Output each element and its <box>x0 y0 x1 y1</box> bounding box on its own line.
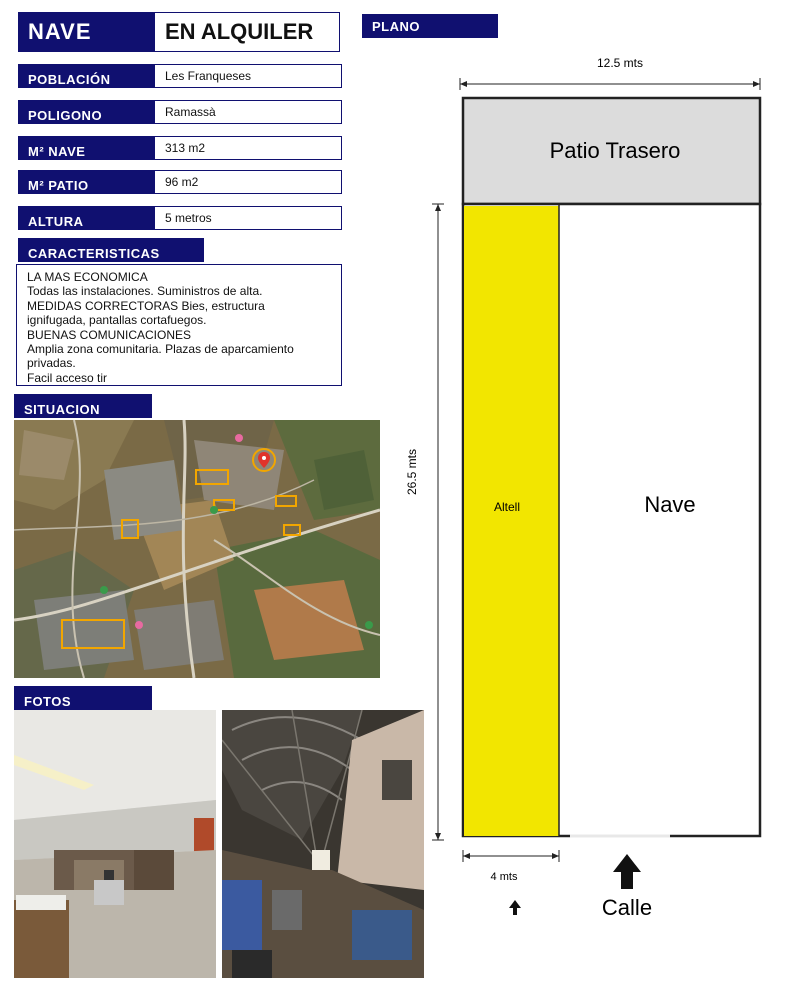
satellite-map-image <box>14 420 380 678</box>
altell-area <box>464 206 559 836</box>
detail-label-text: M² PATIO <box>28 178 89 193</box>
caracteristicas-line: Amplia zona comunitaria. Plazas de aparcamiento <box>27 342 294 357</box>
caracteristicas-line: BUENAS COMUNICACIONES <box>27 327 192 342</box>
detail-value-poblacion <box>154 64 342 88</box>
altell-width-dimension <box>463 850 559 883</box>
detail-value-m2-patio <box>154 170 342 194</box>
altell-width-label: 4 mts <box>490 871 518 883</box>
altell-label: Altell <box>493 500 521 514</box>
detail-label-text: POLIGONO <box>28 108 103 123</box>
floor-plan-drawing <box>400 40 800 980</box>
detail-value-text: Les Franqueses <box>165 69 252 83</box>
detail-label-altura <box>18 206 154 230</box>
caracteristicas-line: ignifugada, pantallas cortafuegos. <box>27 313 207 328</box>
plano-label-text: PLANO <box>372 18 420 34</box>
property-type-label: NAVE <box>28 19 92 44</box>
nave-label: Nave <box>644 492 696 517</box>
fotos-label-text: FOTOS <box>24 694 72 709</box>
listing-status-label: EN ALQUILER <box>165 19 314 44</box>
depth-label: 26.5 mts <box>405 448 419 496</box>
caracteristicas-box <box>16 264 342 386</box>
width-dimension <box>460 56 760 90</box>
detail-value-text: Ramassà <box>165 105 216 119</box>
width-label: 12.5 mts <box>596 56 644 70</box>
office-photo-image <box>14 710 216 978</box>
detail-label-text: POBLACIÓN <box>28 72 111 87</box>
patio-label: Patio Trasero <box>549 138 681 163</box>
caracteristicas-line: privadas. <box>27 356 76 371</box>
detail-label-text: M² NAVE <box>28 144 86 159</box>
caracteristicas-line: LA MAS ECONOMICA <box>27 270 148 284</box>
detail-label-text: ALTURA <box>28 214 84 229</box>
small-entry-arrow-icon <box>509 900 521 915</box>
detail-label-poblacion <box>18 64 154 88</box>
caracteristicas-line: Todas las instalaciones. Suministros de alta. <box>27 284 263 299</box>
detail-label-m2-patio <box>18 170 154 194</box>
situacion-label <box>14 394 152 418</box>
street-arrow-icon <box>613 854 641 889</box>
detail-label-m2-nave <box>18 136 154 160</box>
floor-plan <box>400 40 800 980</box>
detail-value-altura <box>154 206 342 230</box>
street-label: Calle <box>601 895 653 920</box>
location-map[interactable] <box>14 420 380 678</box>
situacion-label-text: SITUACION <box>24 402 100 417</box>
detail-value-text: 96 m2 <box>165 175 199 189</box>
fotos-label <box>14 686 152 710</box>
detail-value-m2-nave <box>154 136 342 160</box>
caracteristicas-line: Facil acceso tir <box>27 370 108 385</box>
listing-status-box <box>154 12 340 52</box>
office-photo[interactable] <box>14 710 216 978</box>
caracteristicas-label <box>18 238 204 262</box>
warehouse-photo-image <box>222 710 424 978</box>
plano-label <box>362 14 498 38</box>
warehouse-photo[interactable] <box>222 710 424 978</box>
detail-value-poligono <box>154 100 342 124</box>
detail-label-poligono <box>18 100 154 124</box>
depth-dimension <box>405 204 444 840</box>
detail-value-text: 5 metros <box>165 211 212 225</box>
caracteristicas-label-text: CARACTERISTICAS <box>28 246 160 261</box>
caracteristicas-line: MEDIDAS CORRECTORAS Bies, estructura <box>27 298 265 313</box>
detail-value-text: 313 m2 <box>165 141 206 155</box>
property-type-tag <box>18 12 154 52</box>
